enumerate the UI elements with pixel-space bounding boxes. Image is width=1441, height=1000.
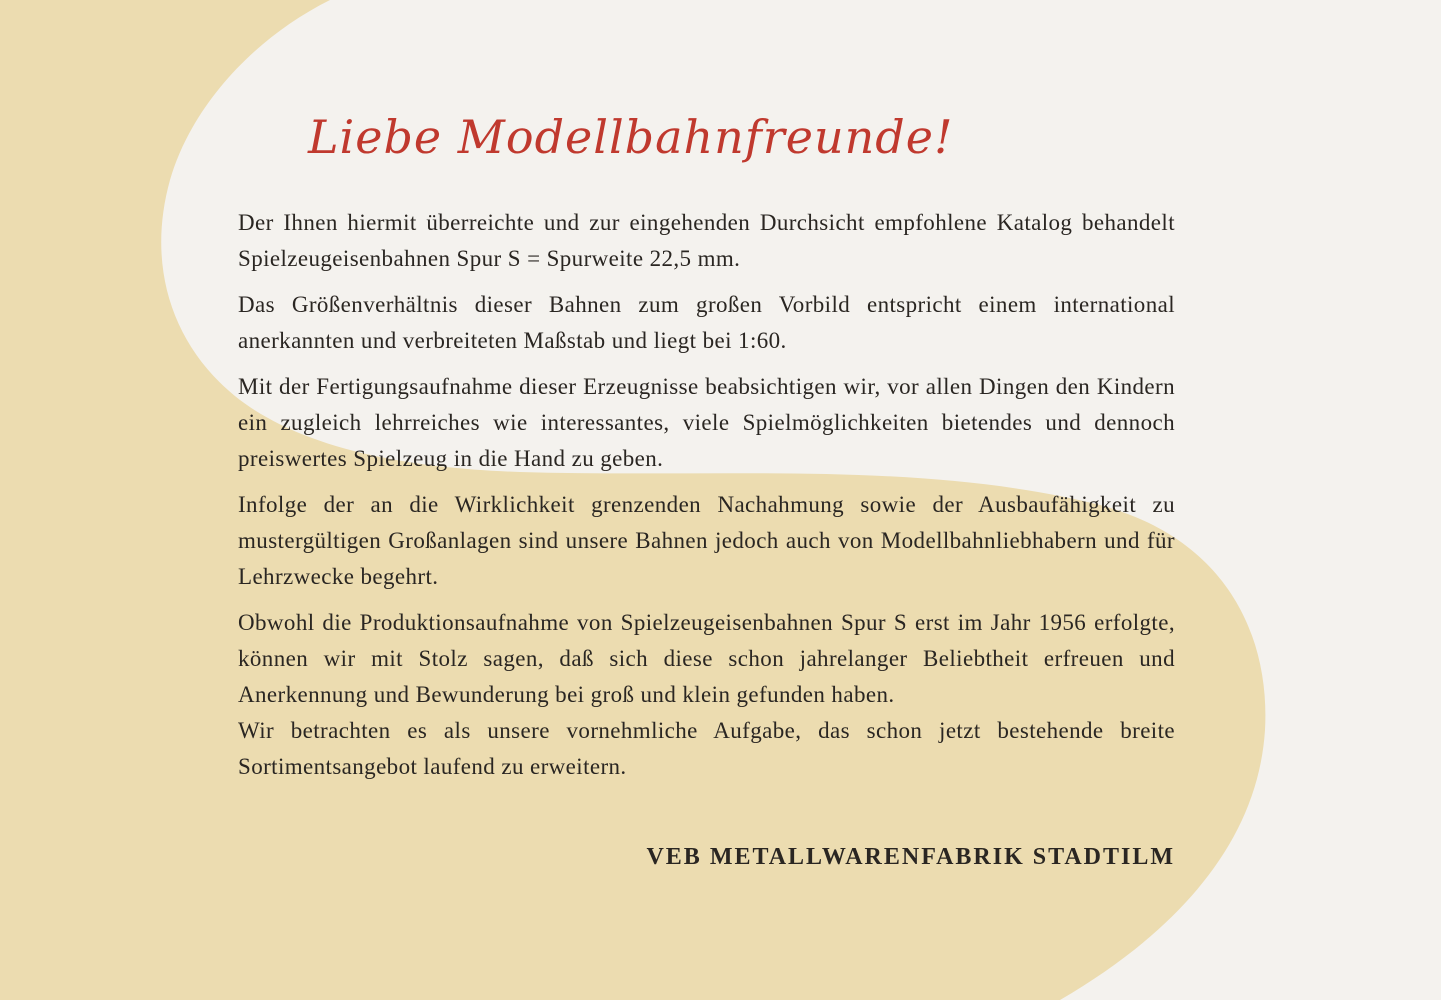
letter-paragraph: Der Ihnen hiermit überreichte und zur eingehenden Durchsicht empfohlene Katalog behandelt Spielzeugeisenbahnen Spur S = Spurweite 22,5 mm. (238, 210, 1175, 271)
letter-paragraph: Mit der Fertigungsaufnahme dieser Erzeugnisse beabsichtigen wir, vor allen Dingen den Kindern ein zugleich lehrreiches wie interessantes, viele Spielmöglichkeiten bietendes und dennoch preiswertes Spielzeug in die Hand zu geben. (238, 374, 1175, 471)
letter-paragraph: Obwohl die Produktionsaufnahme von Spielzeugeisenbahnen Spur S erst im Jahr 1956 erfolgte, können wir mit Stolz sagen, daß sich diese schon jahrelanger Beliebtheit erfreuen und Anerkennung und Bewunderung bei groß und klein gefunden haben. (238, 610, 1175, 707)
company-signature: VEB METALLWARENFABRIK STADTILM (646, 844, 1175, 870)
letter-paragraph: Wir betrachten es als unsere vornehmliche Aufgabe, das schon jetzt bestehende breite Sortimentsangebot laufend zu erweitern. (238, 718, 1175, 779)
letter-heading: Liebe Modellbahnfreunde! (308, 110, 954, 164)
letter-paragraph: Infolge der an die Wirklichkeit grenzenden Nachahmung sowie der Ausbaufähigkeit zu mustergültigen Großanlagen sind unsere Bahnen jedoch auch von Modellbahnliebhabern und für Lehrzwecke begehrt. (238, 492, 1175, 589)
letter-body (238, 205, 1175, 795)
letter-paragraph: Das Größenverhältnis dieser Bahnen zum großen Vorbild entspricht einem international anerkannten und verbreiteten Maßstab und liegt bei 1:60. (238, 292, 1175, 353)
